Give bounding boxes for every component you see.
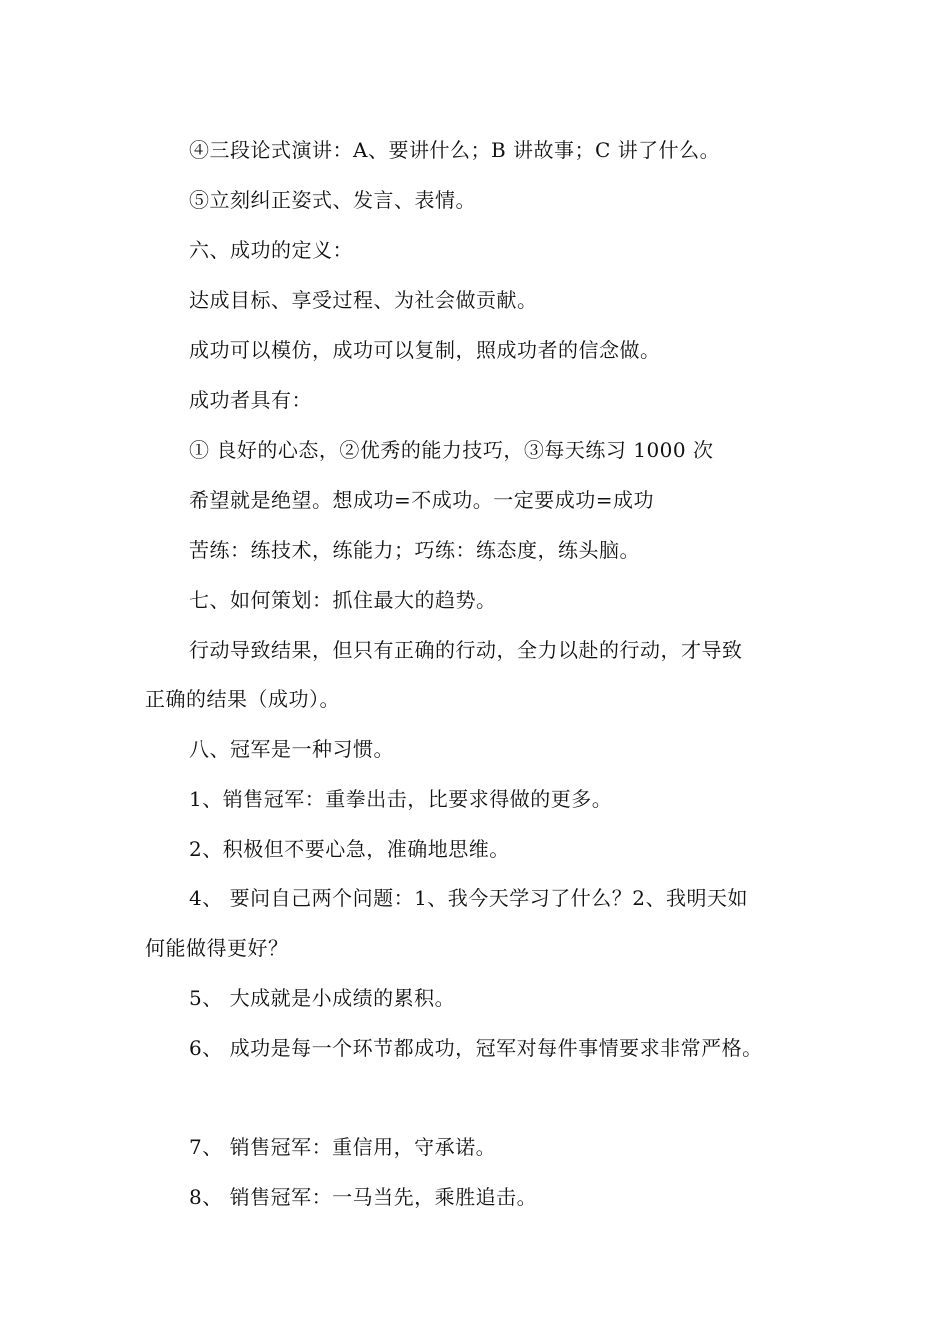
text-line: 何能做得更好？ [145,936,289,960]
list-item: 1、销售冠军：重拳出击，比要求得做的更多。 [189,787,613,811]
list-item: 7、 销售冠军：重信用，守承诺。 [189,1135,497,1159]
list-item: 4、 要问自己两个问题：1、我今天学习了什么？2、我明天如 [189,886,749,910]
list-item: 5、 大成就是小成绩的累积。 [189,986,456,1010]
list-item: 2、积极但不要心急，准确地思维。 [189,837,510,861]
text-line: ④三段论式演讲：A、要讲什么；B 讲故事；C 讲了什么。 [189,138,721,162]
section-heading: 六、成功的定义： [189,238,353,262]
list-item: 6、 成功是每一个环节都成功，冠军对每件事情要求非常严格。 [189,1036,763,1060]
text-line: 行动导致结果，但只有正确的行动，全力以赴的行动，才导致 [189,638,743,662]
section-heading: 七、如何策划：抓住最大的趋势。 [189,588,497,612]
text-line: 成功可以模仿，成功可以复制，照成功者的信念做。 [189,338,661,362]
text-line: 达成目标、享受过程、为社会做贡献。 [189,288,538,312]
text-line: ① 良好的心态，②优秀的能力技巧，③每天练习 1000 次 [189,438,714,462]
list-item: 8、 销售冠军：一马当先，乘胜追击。 [189,1185,538,1209]
text-line: 苦练：练技术，练能力；巧练：练态度，练头脑。 [189,538,640,562]
text-line: 希望就是绝望。想成功=不成功。一定要成功=成功 [189,488,655,512]
section-heading: 八、冠军是一种习惯。 [189,737,394,761]
text-line: 成功者具有： [189,388,312,412]
text-line: 正确的结果（成功）。 [145,687,340,711]
text-line: ⑤立刻纠正姿式、发言、表情。 [189,188,476,212]
